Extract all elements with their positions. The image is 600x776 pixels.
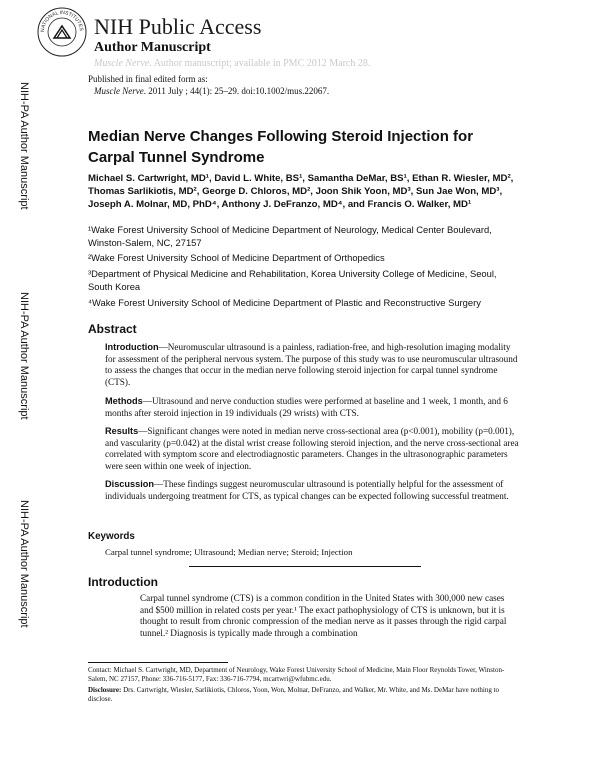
author-manuscript-label: Author Manuscript xyxy=(94,40,211,55)
side-label-2: NIH-PA Author Manuscript xyxy=(18,292,30,420)
abstract-introduction-text: —Neuromuscular ultrasound is a painless, radiation-free, and high-resolution imaging modality for assessment of the peripheral nervous system. The purpose of this study was to use neuromuscular ultrasound to assess the changes that occur in the median nerve following steroid injection for carpal tunnel syndrome (CTS). xyxy=(105,342,518,387)
abstract-results xyxy=(105,426,520,472)
nih-logo xyxy=(36,6,88,58)
author-list: Michael S. Cartwright, MD¹, David L. White, BS¹, Samantha DeMar, BS¹, Ethan R. Wiesler, MD², Thomas Sarlikiotis, MD², George D. Chloros, MD², Joon Shik Yoon, MD³, Sun Jae Won, MD³, Joseph A. Molnar, MD, PhD⁴, Anthony J. DeFranzo, MD⁴, and Francis O. Walker, MD¹ xyxy=(88,173,514,210)
availability-journal: Muscle Nerve xyxy=(94,58,150,69)
affiliation-1: ¹Wake Forest University School of Medicine Department of Neurology, Medical Center Boulevard, Winston-Salem, NC, 27157 xyxy=(88,224,492,248)
abstract-introduction-label: Introduction xyxy=(105,342,159,352)
citation-journal: Muscle Nerve xyxy=(94,86,144,96)
introduction-heading: Introduction xyxy=(88,575,158,589)
affiliation-4: ⁴Wake Forest University School of Medicine Department of Plastic and Reconstructive Surgery xyxy=(88,297,481,308)
nih-public-access-title: NIH Public Access xyxy=(94,14,262,39)
abstract-results-label: Results xyxy=(105,426,139,436)
abstract-results-text: —Significant changes were noted in median nerve cross-sectional area (p<0.001), mobility (p=0.001), and vascularity (p=0.042) at the distal wrist crease following steroid injection, and the nerve cross-sectional area correlated with symptom score and electrodiagnostic parameters. Changes in the ultrasonographic parameters were seen within one week of injection. xyxy=(105,426,519,471)
contact-footnote: Contact: Michael S. Cartwright, MD, Department of Neurology, Wake Forest University School of Medicine, Main Floor Reynolds Tower, Winston-Salem, NC 27157, Phone: 336-716-5177, Fax: 336-716-7794, mcartwri@wfubmc.edu. xyxy=(88,666,505,683)
disclosure-text: Drs. Cartwright, Wiesler, Sarlikiotis, Chloros, Yoon, Won, Molnar, DeFranzo, and Walker, Mr. White, and Ms. DeMar have nothing to disclose. xyxy=(88,686,500,703)
footnote-divider xyxy=(88,662,228,663)
section-divider xyxy=(189,566,421,567)
logo-text: NATIONAL INSTITUTES xyxy=(39,9,85,33)
availability-line xyxy=(94,58,370,70)
citation-line xyxy=(94,86,329,97)
side-label-3: NIH-PA Author Manuscript xyxy=(18,500,30,628)
published-in-label: Published in final edited form as: xyxy=(88,74,208,84)
affiliation-2: ²Wake Forest University School of Medicine Department of Orthopedics xyxy=(88,252,385,263)
abstract-methods-label: Methods xyxy=(105,396,143,406)
abstract-heading: Abstract xyxy=(88,322,137,336)
disclosure-label: Disclosure: xyxy=(88,686,122,694)
side-label-1: NIH-PA Author Manuscript xyxy=(18,82,30,210)
affiliation-3: ³Department of Physical Medicine and Rehabilitation, Korea University College of Medicine, Seoul, South Korea xyxy=(88,268,497,292)
keywords-heading: Keywords xyxy=(88,531,135,542)
paper-title: Median Nerve Changes Following Steroid Injection for Carpal Tunnel Syndrome xyxy=(88,128,474,166)
introduction-text: Carpal tunnel syndrome (CTS) is a common condition in the United States with 300,000 new cases and $500 million in related costs per year.¹ The exact pathophysiology of CTS is unknown, but it is thought to result from chronic compression of the median nerve as it passes through the rigid carpal tunnel.² Diagnosis is typically made through a combination xyxy=(140,593,507,638)
abstract-discussion-label: Discussion xyxy=(105,479,155,489)
abstract-discussion-text: —These findings suggest neuromuscular ultrasound is potentially helpful for the assessment of individuals undergoing treatment for CTS, as typical changes can be expected following successful treatment. xyxy=(105,479,509,501)
abstract-discussion xyxy=(105,479,520,502)
disclosure-footnote xyxy=(88,686,518,704)
abstract-methods xyxy=(105,396,520,419)
availability-text: . Author manuscript; available in PMC 2012 March 28. xyxy=(149,58,371,69)
abstract-methods-text: —Ultrasound and nerve conduction studies were performed at baseline and 1 week, 1 month, and 6 months after steroid injection in 19 individuals (29 wrists) with CTS. xyxy=(105,396,508,418)
citation-text: . 2011 July ; 44(1): 25–29. doi:10.1002/mus.22067. xyxy=(143,86,330,96)
keywords-list: Carpal tunnel syndrome; Ultrasound; Median nerve; Steroid; Injection xyxy=(105,547,353,557)
abstract-introduction xyxy=(105,342,520,388)
